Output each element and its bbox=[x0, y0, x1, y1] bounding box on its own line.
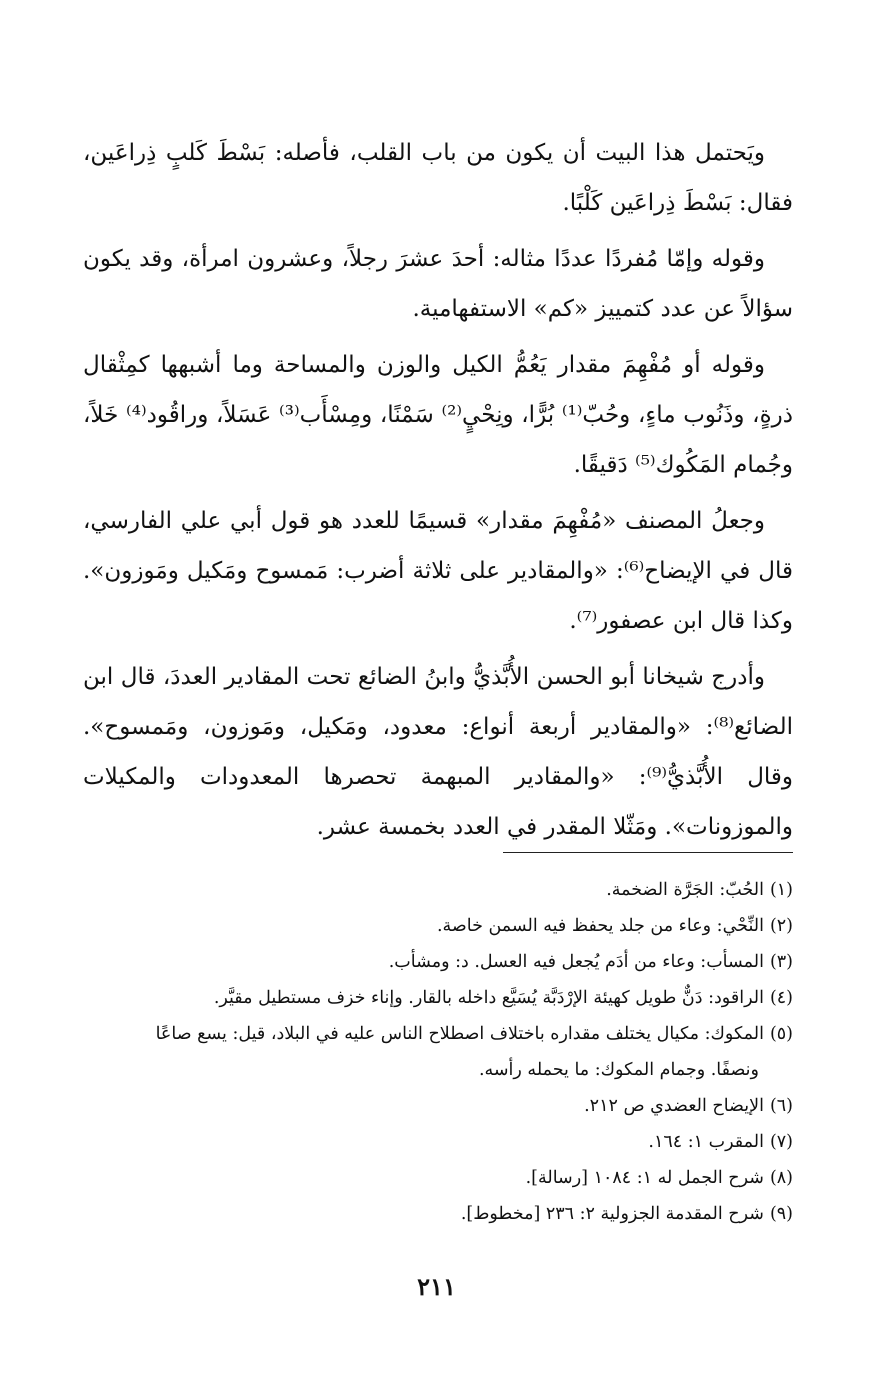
paragraph: وجعلُ المصنف «مُفْهِمَ مقدار» قسيمًا للعدد هو قول أبي علي الفارسي، قال في الإيضاح⁽⁶⁾: «والمقادير على ثلاثة أضرب: مَمسوح ومَكيل ومَوزون». وكذا قال ابن عصفور⁽⁷⁾. bbox=[83, 508, 793, 634]
footnote-number: (٨) bbox=[769, 1168, 793, 1188]
footnote-number: (٥) bbox=[769, 1024, 793, 1044]
footnote-number: (٣) bbox=[769, 952, 793, 972]
footnote-text: المكوك: مكيال يختلف مقداره باختلاف اصطلاح الناس عليه في البلاد، قيل: يسع صاعًا bbox=[155, 1024, 764, 1044]
footnote-number: (٢) bbox=[769, 916, 793, 936]
main-text bbox=[83, 128, 793, 858]
footnote-number: (٩) bbox=[769, 1204, 793, 1224]
footnote-text: شرح الجمل له ١: ١٠٨٤ [رسالة]. bbox=[525, 1168, 764, 1188]
footnote bbox=[83, 908, 793, 944]
paragraph: وقوله أو مُفْهِمَ مقدار يَعُمُّ الكيل والوزن والمساحة وما أشبهها كمِثْقال ذرةٍ، وذَنُوب ماءٍ، وحُبّ⁽¹⁾ بُرًّا، ونِحْيٍ⁽²⁾ سَمْنًا، ومِسْأَب⁽³⁾ عَسَلاً، وراقُود⁽⁴⁾ خَلاً، وجُمام المَكُوك⁽⁵⁾ دَقيقًا. bbox=[83, 352, 794, 478]
paragraph: وقوله وإمّا مُفردًا عددًا مثاله: أحدَ عشرَ رجلاً، وعشرون امرأة، وقد يكون سؤالاً عن عدد كتمييز «كم» الاستفهامية. bbox=[83, 246, 793, 322]
footnotes bbox=[83, 872, 793, 1232]
footnote-text: الإيضاح العضدي ص ٢١٢. bbox=[584, 1096, 764, 1116]
footnote bbox=[83, 1016, 793, 1052]
footnote-text: النِّحْي: وعاء من جلد يحفظ فيه السمن خاصة. bbox=[436, 916, 764, 936]
footnote-number: (٦) bbox=[769, 1096, 793, 1116]
footnote-text: المقرب ١: ١٦٤. bbox=[648, 1132, 764, 1152]
footnote bbox=[83, 872, 793, 908]
footnote bbox=[83, 1196, 793, 1232]
paragraph: وأدرج شيخانا أبو الحسن الأُبَّذيُّ وابنُ الضائع تحت المقادير العددَ، قال ابن الضائع⁽⁸⁾: «والمقادير أربعة أنواع: معدود، ومَكيل، ومَوزون، ومَمسوح». وقال الأُبَّذيُّ⁽⁹⁾: «والمقادير المبهمة تحصرها المعدودات والمكيلات والموزونات». ومَثّلا المقدر في العدد بخمسة عشر. bbox=[83, 664, 794, 840]
footnote-text: الراقود: دَنٌّ طويل كهيئة الإرْدَبَّة يُسَيَّع داخله بالقار. وإناء خزف مستطيل مقيَّر. bbox=[213, 988, 764, 1008]
footnote-number: (٧) bbox=[769, 1132, 793, 1152]
footnote bbox=[83, 944, 793, 980]
page-number: ٢١١ bbox=[417, 1272, 456, 1301]
footnote bbox=[83, 1088, 793, 1124]
footnote bbox=[83, 1124, 793, 1160]
footnote-continuation: ونصفًا. وجمام المكوك: ما يحمله رأسه. bbox=[478, 1060, 759, 1080]
footnote-text: المسأب: وعاء من أدَم يُجعل فيه العسل. د: ومشأب. bbox=[388, 952, 764, 972]
footnote-text: الحُبّ: الجَرَّة الضخمة. bbox=[606, 880, 764, 900]
footnote-number: (٤) bbox=[769, 988, 793, 1008]
footnote-number: (١) bbox=[769, 880, 793, 900]
footnote-text: شرح المقدمة الجزولية ٢: ٢٣٦ [مخطوط]. bbox=[460, 1204, 764, 1224]
footnote bbox=[83, 980, 793, 1016]
footnote bbox=[83, 1160, 793, 1196]
footnote-separator bbox=[503, 852, 793, 853]
paragraph: ويَحتمل هذا البيت أن يكون من باب القلب، فأصله: بَسْطَ كَلبٍ ذِراعَين، فقال: بَسْطَ ذِراعَين كَلْبًا. bbox=[83, 140, 793, 216]
